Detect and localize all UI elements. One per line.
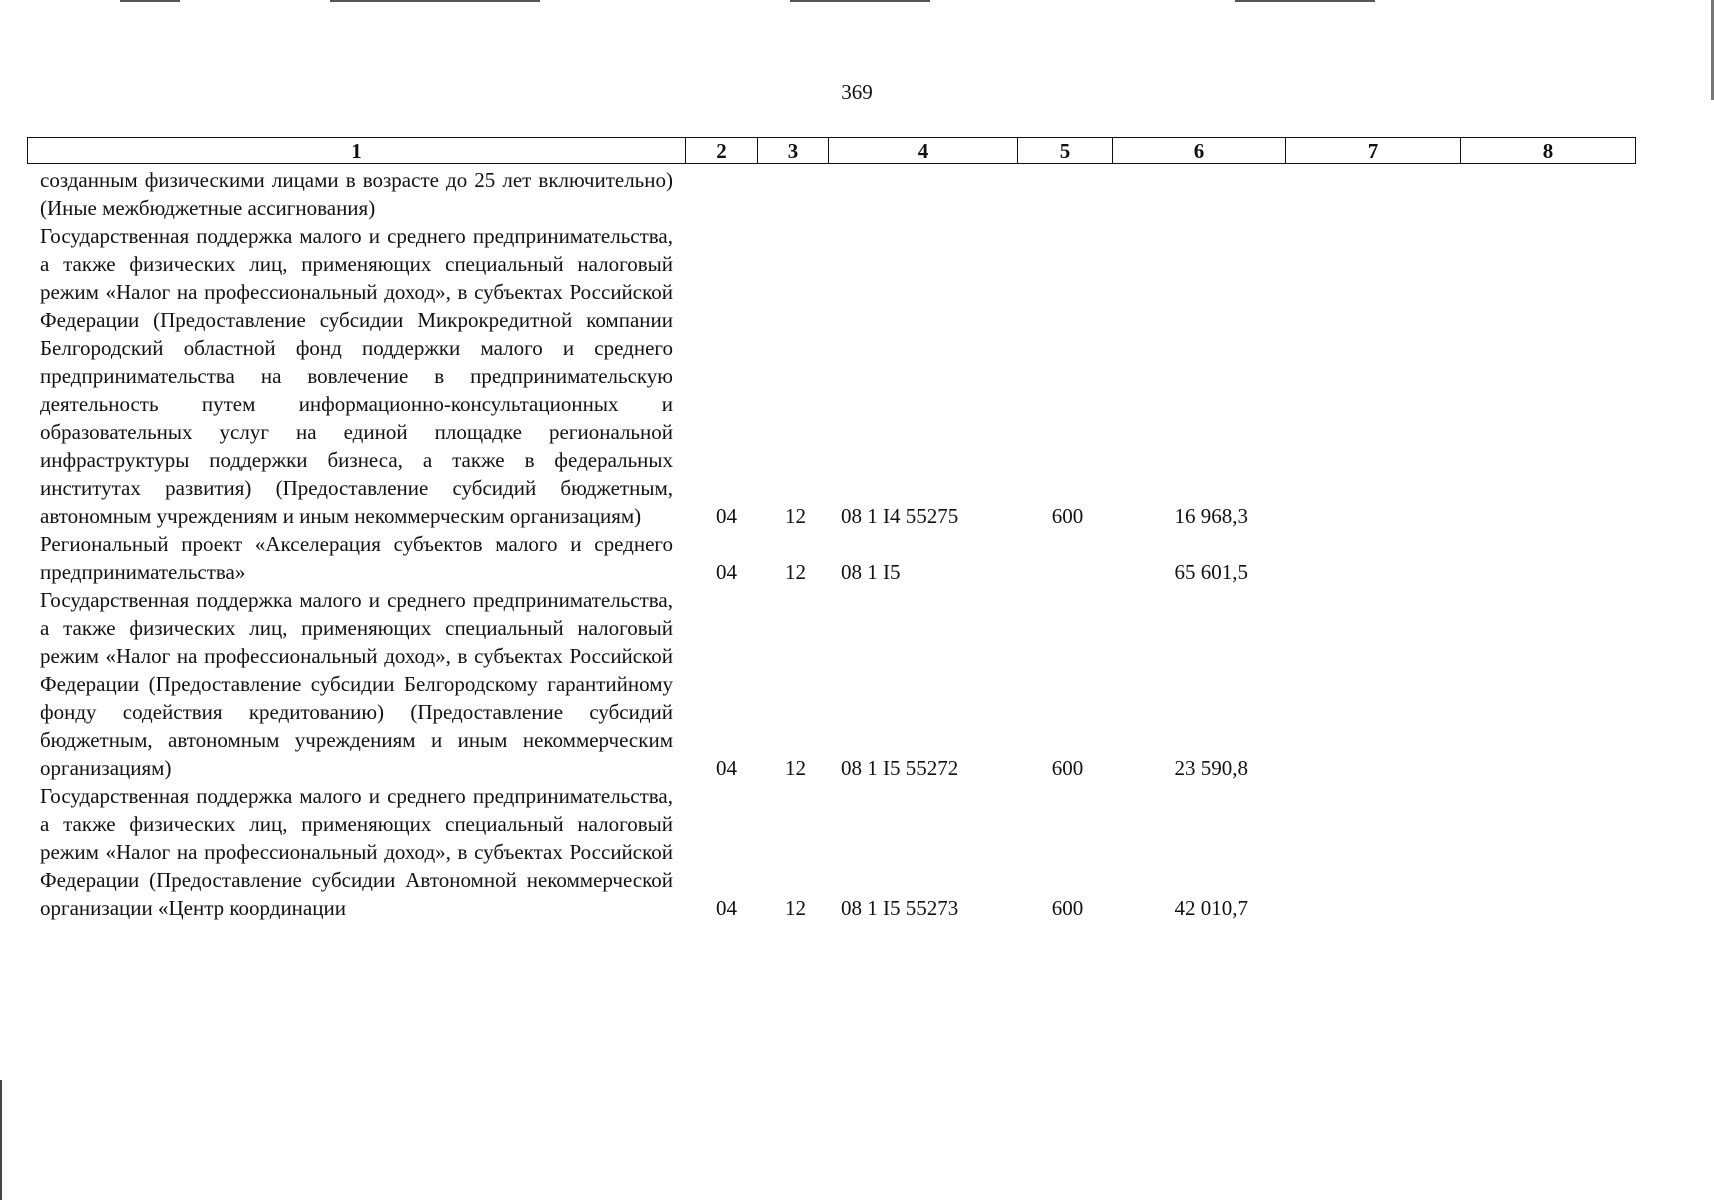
row-section: 04 — [716, 560, 737, 584]
row-expense-type: 600 — [1051, 896, 1084, 920]
column-header-2: 2 — [685, 138, 757, 163]
row-target-code: 08 1 I4 55275 — [841, 504, 959, 528]
column-header-8: 8 — [1460, 138, 1635, 163]
row-description: Региональный проект «Акселерация субъектов малого и среднего предпринимательства» — [40, 532, 673, 584]
table-body — [40, 166, 1636, 922]
row-section: 04 — [716, 896, 737, 920]
row-section: 04 — [716, 504, 737, 528]
row-description: созданным физическими лицами в возрасте до 25 лет включительно) (Иные межбюджетные ассигнования) — [40, 168, 673, 220]
row-description: Государственная поддержка малого и среднего предпринимательства, а также физических лиц, применяющих специальный налоговый режим «Налог на профессиональный доход», в субъектах Российской Федерации (Предоставление субсидии Автономной некоммерческой организации «Центр координации — [40, 784, 673, 920]
row-subsection: 12 — [785, 756, 806, 780]
table-row — [40, 222, 1636, 530]
row-target-code: 08 1 I5 55272 — [841, 756, 959, 780]
row-amount: 16 968,3 — [1174, 504, 1248, 528]
column-header-7: 7 — [1285, 138, 1460, 163]
row-amount: 23 590,8 — [1174, 756, 1248, 780]
row-expense-type: 600 — [1051, 756, 1084, 780]
column-header-3: 3 — [757, 138, 828, 163]
row-description: Государственная поддержка малого и среднего предпринимательства, а также физических лиц, применяющих специальный налоговый режим «Налог на профессиональный доход», в субъектах Российской Федерации (Предоставление субсидии Микрокредитной компании Белгородский областной фонд поддержки малого и среднего предпринимательства на вовлечение в предпринимательскую деятельность путем информационно-консультационных и образовательных услуг на единой площадке региональной инфраструктуры поддержки бизнеса, а также в федеральных институтах развития) (Предоставление субсидий бюджетным, автономным учреждениям и иным некоммерческим организациям) — [40, 224, 673, 528]
scan-edge — [330, 0, 540, 2]
table-row — [40, 530, 1636, 586]
table-row — [40, 782, 1636, 922]
row-subsection: 12 — [785, 504, 806, 528]
row-description: Государственная поддержка малого и среднего предпринимательства, а также физических лиц, применяющих специальный налоговый режим «Налог на профессиональный доход», в субъектах Российской Федерации (Предоставление субсидии Белгородскому гарантийному фонду содействия кредитованию) (Предоставление субсидий бюджетным, автономным учреждениям и иным некоммерческим организациям) — [40, 588, 673, 780]
column-header-6: 6 — [1112, 138, 1285, 163]
row-subsection: 12 — [785, 896, 806, 920]
column-header-5: 5 — [1017, 138, 1112, 163]
row-amount: 65 601,5 — [1174, 560, 1248, 584]
table-row — [40, 166, 1636, 222]
scan-edge — [790, 0, 930, 2]
row-target-code: 08 1 I5 55273 — [841, 896, 959, 920]
column-header-1: 1 — [351, 139, 362, 163]
row-expense-type: 600 — [1051, 504, 1084, 528]
table-row — [40, 586, 1636, 782]
column-header-4: 4 — [828, 138, 1017, 163]
row-subsection: 12 — [785, 560, 806, 584]
table-header — [27, 137, 1636, 164]
row-target-code: 08 1 I5 — [841, 560, 901, 584]
scan-edge — [0, 1080, 2, 1200]
row-section: 04 — [716, 756, 737, 780]
scan-edge — [120, 0, 180, 2]
page-number: 369 — [841, 80, 873, 104]
row-amount: 42 010,7 — [1174, 896, 1248, 920]
scan-edge — [1235, 0, 1375, 2]
